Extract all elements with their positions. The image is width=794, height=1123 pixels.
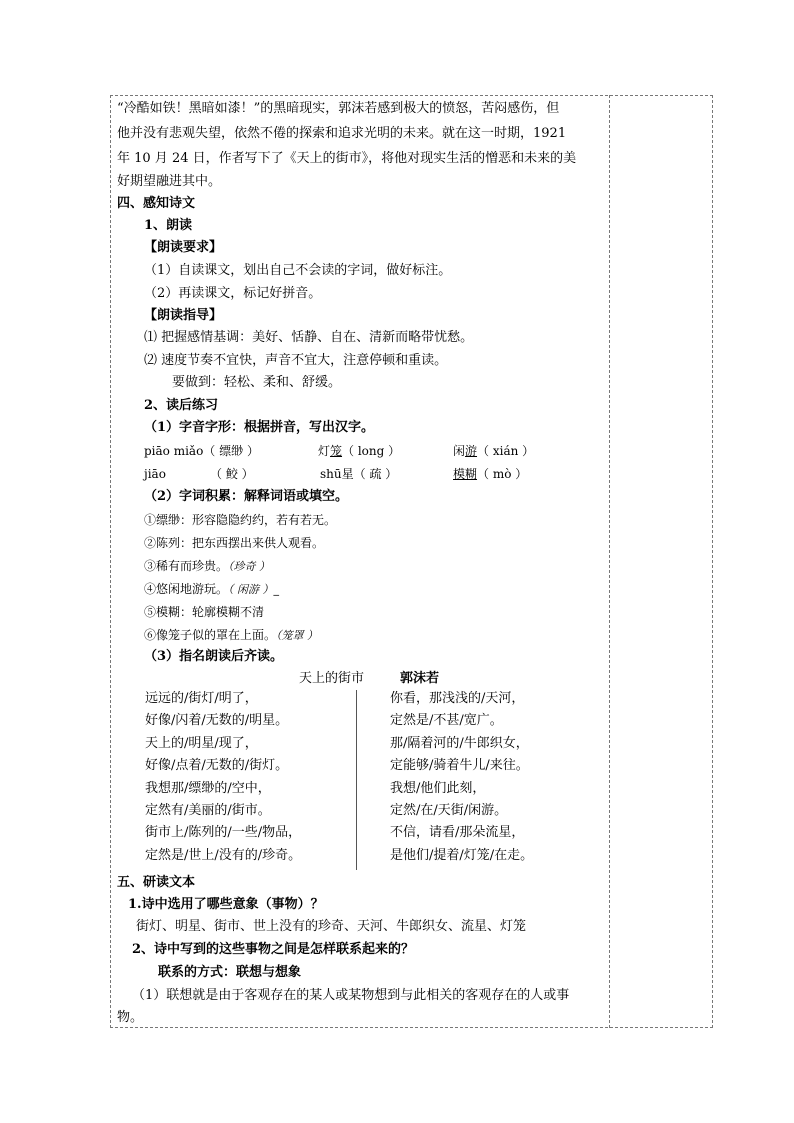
poem-line: 你看，那浅浅的/天河， — [390, 691, 525, 706]
pinyin-4: jiāo — [144, 467, 166, 481]
word-6: ⑥像笼子似的罩在上面。（笼罩 ） — [144, 628, 319, 642]
handwritten-answer: （笼罩 ） — [276, 629, 319, 642]
answer-1: 缥缈 — [219, 444, 244, 458]
poem-line: 定然是/世上/没有的/珍奇。 — [145, 847, 302, 863]
pinyin-item-5: shū星（ 疏 ） — [320, 467, 398, 481]
poem-line: 定能够/骑着牛儿/来往。 — [390, 758, 529, 774]
column-divider — [609, 95, 610, 1028]
poem-line: 天上的/明星/现了， — [145, 735, 258, 751]
intro-line-3: 年 10 月 24 日，作者写下了《天上的街市》，将他对现实生活的憎恶和未来的美 — [117, 151, 577, 166]
step-1-title: 1、朗读 — [144, 218, 193, 233]
word-2: ②陈列：把东西摆出来供人观看。 — [144, 536, 325, 550]
step-2-title: 2、读后练习 — [144, 398, 219, 413]
guide-2: ⑵ 速度节奏不宜快，声音不宜大，注意停顿和重读。 — [144, 353, 448, 368]
study-answer-1: 街灯、明星、街市、世上没有的珍奇、天河、牛郎织女、流星、灯笼 — [136, 919, 527, 934]
pinyin-item-3: 闲游（ xián ） — [453, 444, 535, 458]
poem-line: 定然/在/天街/闲游。 — [390, 803, 508, 819]
intro-line-1: “冷酷如铁！黑暗如漆！”的黑暗现实，郭沫若感到极大的愤怒，苦闷感伤，但 — [117, 101, 560, 116]
association-para-line-2: 物。 — [117, 1010, 144, 1025]
poem-line: 那/隔着河的/牛郎织女， — [390, 735, 529, 751]
question-1: （1）字音字形：根据拼音，写出汉字。 — [144, 420, 375, 435]
poem-line: 好像/闪着/无数的/明星。 — [145, 713, 289, 729]
poem-title: 天上的街市 — [299, 671, 365, 686]
answer-5: 疏 — [369, 467, 382, 481]
requirement-1: （1）自读课文，划出自己不会读的字词，做好标注。 — [144, 263, 452, 278]
poem-line: 远远的/街灯/明了， — [145, 691, 258, 706]
poem-line: 定然是/不甚/宽广。 — [390, 713, 503, 729]
poem-line: 街市上/陈列的/一些/物品， — [145, 825, 302, 841]
reading-guide-title: 【朗读指导】 — [144, 308, 223, 323]
pinyin-1: piāo miǎo（ — [144, 444, 216, 458]
poem-separator — [356, 690, 357, 870]
poem-author: 郭沫若 — [400, 671, 440, 686]
word-5: ⑤模糊：轮廓模糊不清 — [144, 605, 265, 619]
poem-right-column — [390, 688, 533, 867]
guide-3: 要做到：轻松、柔和、舒缓。 — [172, 375, 342, 390]
handwritten-answer: （ 闲游 ）_ — [228, 583, 280, 596]
question-3: （3）指名朗读后齐读。 — [144, 649, 284, 664]
section-4-title: 四、感知诗文 — [117, 196, 196, 211]
pinyin-item-6: 模糊（ mò ） — [453, 467, 528, 481]
section-5-title: 五、研读文本 — [117, 875, 196, 890]
guide-1: ⑴ 把握感情基调：美好、恬静、自在、清新而略带忧愁。 — [144, 330, 474, 345]
underlined-char: 笼 — [330, 444, 343, 458]
handwritten-answer: （珍奇 ） — [228, 560, 271, 573]
poem-line: 我想那/缥缈的/空中， — [145, 780, 271, 796]
association-para-line-1: （1）联想就是由于客观存在的某人或某物想到与此相关的客观存在的人或事 — [132, 988, 570, 1003]
study-question-1: 1.诗中选用了哪些意象（事物）？ — [128, 897, 324, 912]
word-3: ③稀有而珍贵。（珍奇 ） — [144, 559, 271, 573]
answer-4: （ 鲛 ） — [210, 467, 254, 481]
poem-left-column — [145, 688, 301, 867]
underlined-char: 游 — [465, 444, 478, 458]
connection-method: 联系的方式：联想与想象 — [158, 965, 302, 980]
pinyin-item-2: 灯笼（ long ） — [318, 444, 401, 458]
poem-line: 是他们/提着/灯笼/在走。 — [390, 847, 534, 863]
pinyin-item-1: piāo miǎo（ 缥缈 ） — [144, 444, 259, 458]
word-4: ④悠闲地游玩。（ 闲游 ）_ — [144, 582, 280, 596]
poem-line: 我想/他们此刻， — [390, 780, 486, 796]
study-question-2: 2、诗中写到的这些事物之间是怎样联系起来的？ — [132, 942, 415, 957]
word-1: ①缥缈：形容隐隐约约，若有若无。 — [144, 513, 337, 527]
reading-requirements-title: 【朗读要求】 — [144, 240, 223, 255]
intro-line-4: 好期望融进其中。 — [117, 174, 222, 189]
question-2: （2）字词积累：解释词语或填空。 — [144, 489, 349, 504]
poem-line: 定然有/美丽的/街市。 — [145, 803, 271, 819]
requirement-2: （2）再读课文，标记好拼音。 — [144, 286, 322, 301]
poem-line: 不信，请看/那朵流星， — [390, 825, 525, 841]
pinyin-item-4 — [144, 464, 166, 484]
intro-line-2: 他并没有悲观失望，依然不倦的探索和追求光明的未来。就在这一时期，1921 — [117, 126, 567, 141]
poem-line: 好像/点着/无数的/街灯。 — [145, 758, 289, 774]
